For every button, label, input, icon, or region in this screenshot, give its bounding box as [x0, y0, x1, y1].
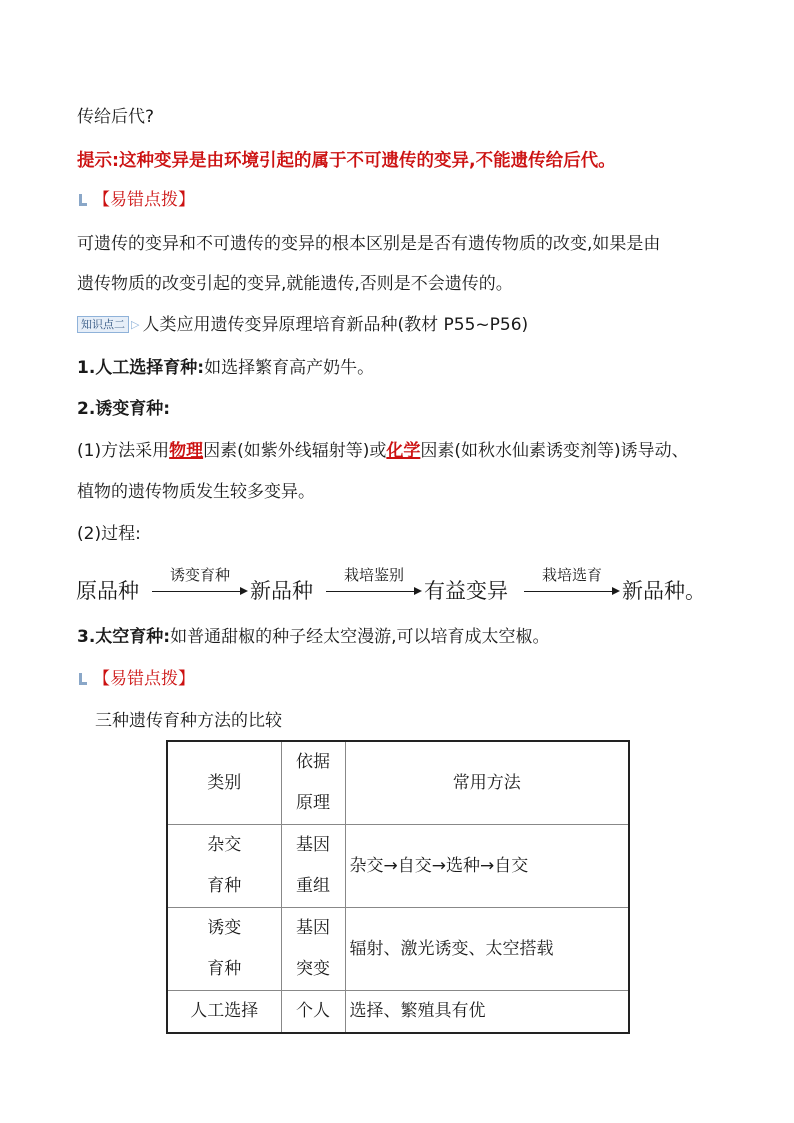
- hint-answer: 提示:这种变异是由环境引起的属于不可遗传的变异,不能遗传给后代。: [77, 151, 616, 171]
- comparison-table: [166, 740, 630, 1034]
- table-row: [167, 825, 629, 908]
- triangle-arrow-icon: ▷: [131, 318, 140, 331]
- flow-node-new: 新品种: [250, 579, 313, 603]
- process-flow: [76, 564, 736, 612]
- item-space-breeding: [77, 626, 550, 648]
- item-title: 3.太空育种:: [77, 627, 171, 647]
- knowledge-point-badge: 知识点二: [77, 316, 129, 333]
- cell-category: 人工选择: [167, 991, 281, 1034]
- cell-method: 辐射、激光诱变、太空搭载: [345, 908, 629, 991]
- knowledge-point-heading: [77, 314, 528, 336]
- error-tip-heading-2: [77, 668, 195, 690]
- cell-category: 杂交 育种: [167, 825, 281, 908]
- tip-text-line-1: 可遗传的变异和不可遗传的变异的根本区别是是否有遗传物质的改变,如果是由: [77, 234, 661, 254]
- error-tip-heading-1: [77, 189, 195, 211]
- table-row: [167, 908, 629, 991]
- flow-arrow-2: [326, 564, 422, 612]
- flow-arrow-1: [152, 564, 248, 612]
- keyword-physical: 物理: [169, 441, 204, 461]
- table-row: [167, 991, 629, 1034]
- keyword-chemical: 化学: [386, 441, 421, 461]
- flow-arrow-label: 诱变育种: [169, 566, 230, 584]
- cell-method: 杂交→自交→选种→自交: [345, 825, 629, 908]
- process-label: (2)过程:: [77, 524, 141, 544]
- flow-node-original: 原品种: [76, 579, 139, 603]
- table-caption: 三种遗传育种方法的比较: [95, 711, 282, 731]
- arrow-head-icon: [612, 587, 620, 595]
- flow-arrow-label: 栽培选育: [541, 566, 602, 584]
- header-category: 类别: [167, 741, 281, 825]
- mutation-method-line-1: [77, 440, 689, 462]
- cell-principle: 个人: [281, 991, 345, 1034]
- cell-category: 诱变 育种: [167, 908, 281, 991]
- pin-icon: [77, 193, 87, 207]
- cell-principle: 基因 突变: [281, 908, 345, 991]
- header-method: 常用方法: [345, 741, 629, 825]
- arrow-head-icon: [414, 587, 422, 595]
- tip-heading-text: 【易错点拨】: [93, 190, 195, 210]
- continued-question-text: 传给后代?: [77, 107, 155, 127]
- method-text-c: 因素(如秋水仙素诱变剂等)诱导动、: [420, 441, 689, 461]
- cell-method: 选择、繁殖具有优: [345, 991, 629, 1034]
- flow-arrow-label: 栽培鉴别: [343, 566, 404, 584]
- tip-heading-text: 【易错点拨】: [93, 669, 195, 689]
- item-title: 1.人工选择育种:: [77, 358, 205, 378]
- pin-icon: [77, 672, 87, 686]
- flow-arrow-3: [524, 564, 620, 612]
- item-text: 如选择繁育高产奶牛。: [204, 358, 375, 378]
- mutation-method-line-2: 植物的遗传物质发生较多变异。: [77, 482, 315, 502]
- table-header-row: [167, 741, 629, 825]
- tip-text-line-2: 遗传物质的改变引起的变异,就能遗传,否则是不会遗传的。: [77, 274, 513, 294]
- method-text-a: (1)方法采用: [77, 441, 170, 461]
- item-artificial-selection: [77, 357, 374, 379]
- arrow-head-icon: [240, 587, 248, 595]
- flow-node-final: 新品种。: [622, 579, 706, 603]
- cell-principle: 基因 重组: [281, 825, 345, 908]
- flow-node-beneficial: 有益变异: [424, 579, 508, 603]
- knowledge-point-title: 人类应用遗传变异原理培育新品种(教材 P55~P56): [142, 315, 529, 335]
- item-mutation-breeding-title: 2.诱变育种:: [77, 399, 171, 419]
- method-text-b: 因素(如紫外线辐射等)或: [203, 441, 387, 461]
- item-text: 如普通甜椒的种子经太空漫游,可以培育成太空椒。: [170, 627, 550, 647]
- header-principle: 依据 原理: [281, 741, 345, 825]
